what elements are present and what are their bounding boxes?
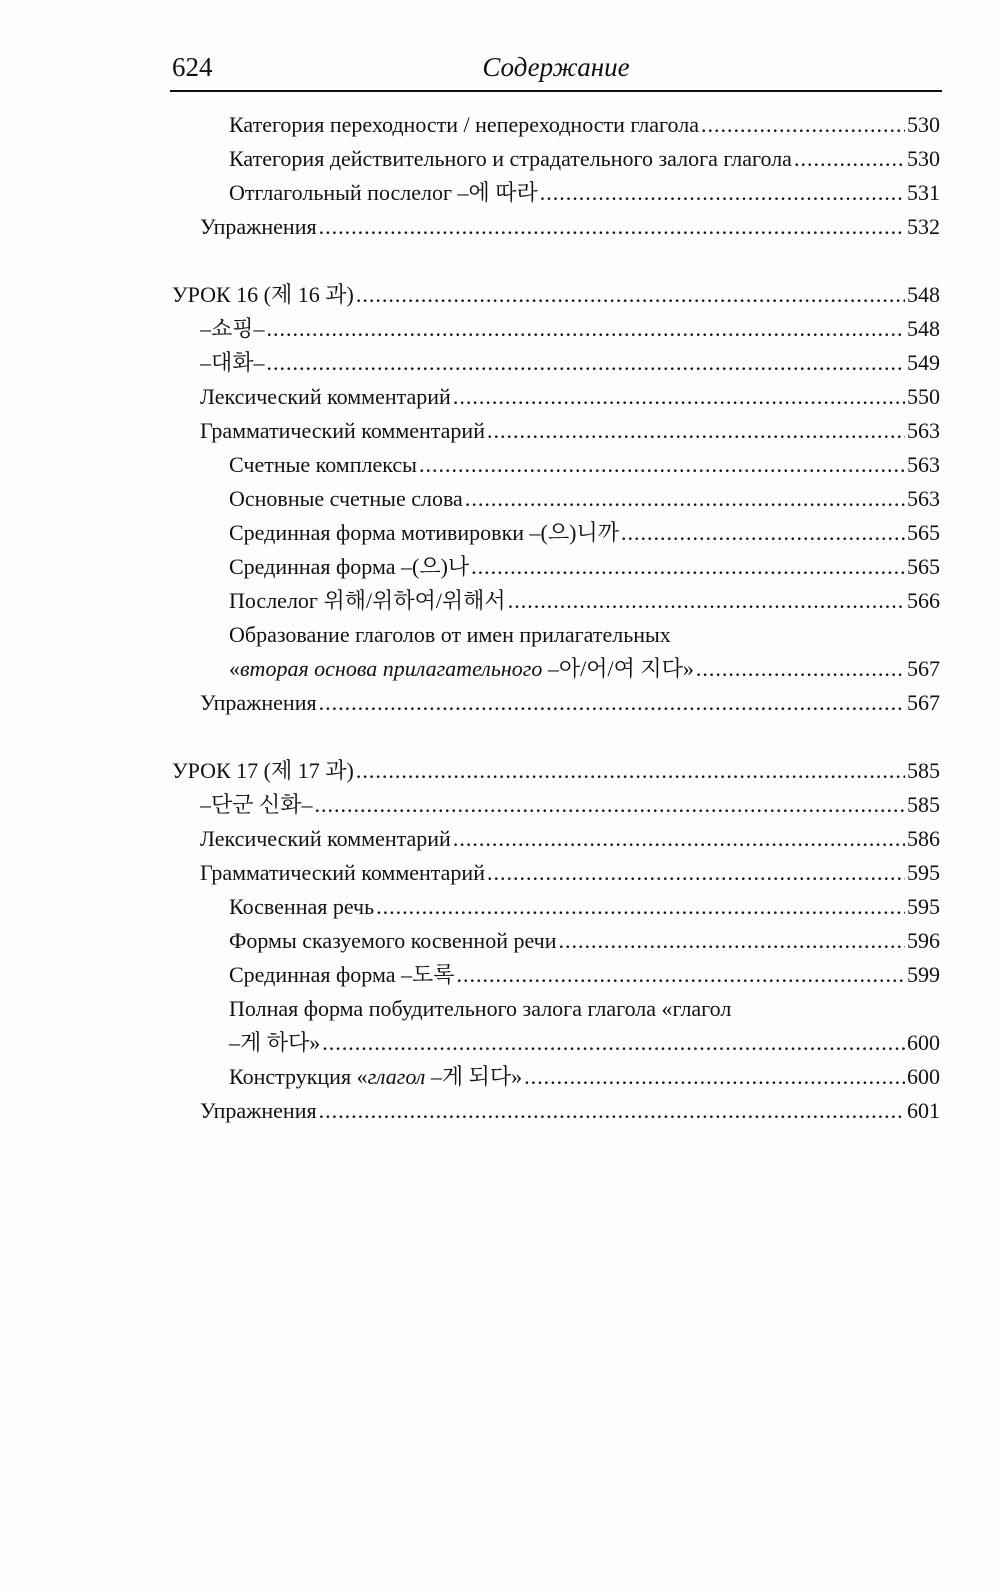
dot-leader (319, 210, 905, 244)
toc-entry-title-line: Полная форма побудительного залога глагола «глагол (229, 996, 732, 1021)
dot-leader (453, 822, 905, 856)
toc-entry (172, 924, 940, 958)
dot-leader (701, 108, 905, 142)
dot-leader (315, 788, 905, 822)
toc-entry-lesson (172, 754, 940, 788)
running-header (170, 50, 942, 88)
title-rest: –아/어/여 지다» (542, 656, 694, 681)
dot-leader (487, 856, 905, 890)
dot-leader (322, 1026, 905, 1060)
table-of-contents (172, 108, 940, 1128)
header-rule (170, 90, 942, 92)
toc-entry-title: Упражнения (200, 690, 317, 715)
section-gap (172, 720, 940, 754)
toc-entry (172, 788, 940, 822)
italic-term: глагол (367, 1064, 426, 1089)
toc-entry-page: 567 (907, 656, 940, 681)
toc-entry-title: Срединная форма –(으)나 (229, 554, 470, 579)
dot-leader (487, 414, 905, 448)
dot-leader (621, 516, 905, 550)
toc-entry-page: 601 (907, 1098, 940, 1123)
toc-entry-title-continued (229, 652, 694, 686)
toc-entry (172, 686, 940, 720)
toc-entry-title: УРОК 16 (제 16 과) (172, 282, 354, 307)
dot-leader (356, 754, 905, 788)
toc-entry-page: 530 (907, 112, 940, 137)
italic-term: вторая основа прилагательного (240, 656, 543, 681)
dot-leader (356, 278, 905, 312)
dot-leader (267, 312, 905, 346)
toc-entry-page: 565 (907, 554, 940, 579)
toc-entry-title: Грамматический комментарий (200, 418, 485, 443)
toc-entry-page: 531 (907, 180, 940, 205)
toc-entry-page: 563 (907, 452, 940, 477)
toc-entry-page: 565 (907, 520, 940, 545)
title-pre: Конструкция « (229, 1064, 368, 1089)
section-gap (172, 244, 940, 278)
dot-leader (794, 142, 905, 176)
toc-entry (172, 516, 940, 550)
toc-entry-page: 532 (907, 214, 940, 239)
toc-entry (172, 482, 940, 516)
toc-entry-page: 549 (907, 350, 940, 375)
toc-entry (172, 822, 940, 856)
dot-leader (559, 924, 905, 958)
toc-entry-page: 585 (907, 758, 940, 783)
dot-leader (319, 686, 905, 720)
dot-leader (453, 380, 905, 414)
toc-entry-page: 548 (907, 316, 940, 341)
toc-entry-page: 596 (907, 928, 940, 953)
toc-entry-title-line: Образование глаголов от имен прилагательных (229, 622, 671, 647)
toc-entry-title: Косвенная речь (229, 894, 375, 919)
toc-entry-title: Лексический комментарий (200, 384, 451, 409)
toc-entry-title: Категория переходности / непереходности глагола (229, 112, 699, 137)
toc-entry-title: Формы сказуемого косвенной речи (229, 928, 557, 953)
toc-entry-title: –쇼핑– (200, 316, 265, 341)
toc-entry-title: Срединная форма –도록 (229, 962, 455, 987)
toc-entry-title: Лексический комментарий (200, 826, 451, 851)
dot-leader (471, 550, 905, 584)
toc-entry (172, 108, 940, 142)
toc-entry-page: 595 (907, 860, 940, 885)
toc-entry-page: 599 (907, 962, 940, 987)
toc-entry-page: 563 (907, 486, 940, 511)
dot-leader (508, 584, 905, 618)
dot-leader (457, 958, 905, 992)
toc-entry-page: 586 (907, 826, 940, 851)
toc-entry (172, 890, 940, 924)
toc-entry-title: Категория действительного и страдательного залога глагола (229, 146, 792, 171)
toc-entry-title: Счетные комплексы (229, 452, 417, 477)
toc-entry-title: Срединная форма мотивировки –(으)니까 (229, 520, 619, 545)
title-rest: –게 되다» (425, 1064, 523, 1089)
toc-entry (172, 142, 940, 176)
toc-entry-page: 563 (907, 418, 940, 443)
toc-entry (172, 856, 940, 890)
toc-entry-title: УРОК 17 (제 17 과) (172, 758, 354, 783)
toc-entry (172, 380, 940, 414)
toc-entry (172, 958, 940, 992)
toc-entry-page: 600 (907, 1064, 940, 1089)
toc-entry-page: 595 (907, 894, 940, 919)
dot-leader (376, 890, 905, 924)
toc-entry-title: –대화– (200, 350, 265, 375)
toc-entry (172, 1060, 940, 1094)
toc-entry (172, 346, 940, 380)
toc-entry (172, 414, 940, 448)
toc-entry (172, 176, 940, 210)
toc-entry (172, 312, 940, 346)
toc-entry-title: Основные счетные слова (229, 486, 463, 511)
toc-entry (172, 448, 940, 482)
toc-entry-page: 548 (907, 282, 940, 307)
toc-entry-title (229, 1060, 522, 1094)
dot-leader (267, 346, 905, 380)
toc-entry (172, 1094, 940, 1128)
quote-open: « (229, 656, 240, 681)
toc-entry (172, 652, 940, 686)
toc-entry-page: 566 (907, 588, 940, 613)
toc-entry-page: 530 (907, 146, 940, 171)
dot-leader (540, 176, 905, 210)
toc-entry-title: –단군 신화– (200, 792, 313, 817)
dot-leader (319, 1094, 905, 1128)
toc-entry-page: 600 (907, 1030, 940, 1055)
toc-entry (172, 210, 940, 244)
toc-entry-title: Упражнения (200, 214, 317, 239)
dot-leader (465, 482, 905, 516)
toc-entry-title: Грамматический комментарий (200, 860, 485, 885)
toc-entry (172, 584, 940, 618)
toc-entry-page: 550 (907, 384, 940, 409)
toc-entry-title: Отглагольный послелог –에 따라 (229, 180, 538, 205)
toc-entry-page: 585 (907, 792, 940, 817)
dot-leader (524, 1060, 905, 1094)
running-title: Содержание (482, 52, 630, 82)
dot-leader (696, 652, 905, 686)
toc-entry-title: Упражнения (200, 1098, 317, 1123)
toc-entry-page: 567 (907, 690, 940, 715)
toc-entry-lesson (172, 278, 940, 312)
toc-entry-title: Послелог 위해/위하여/위해서 (229, 588, 506, 613)
page-number: 624 (172, 52, 213, 82)
toc-entry-title-continued: –게 하다» (229, 1030, 321, 1055)
toc-entry (172, 1026, 940, 1060)
toc-entry (172, 550, 940, 584)
dot-leader (419, 448, 905, 482)
